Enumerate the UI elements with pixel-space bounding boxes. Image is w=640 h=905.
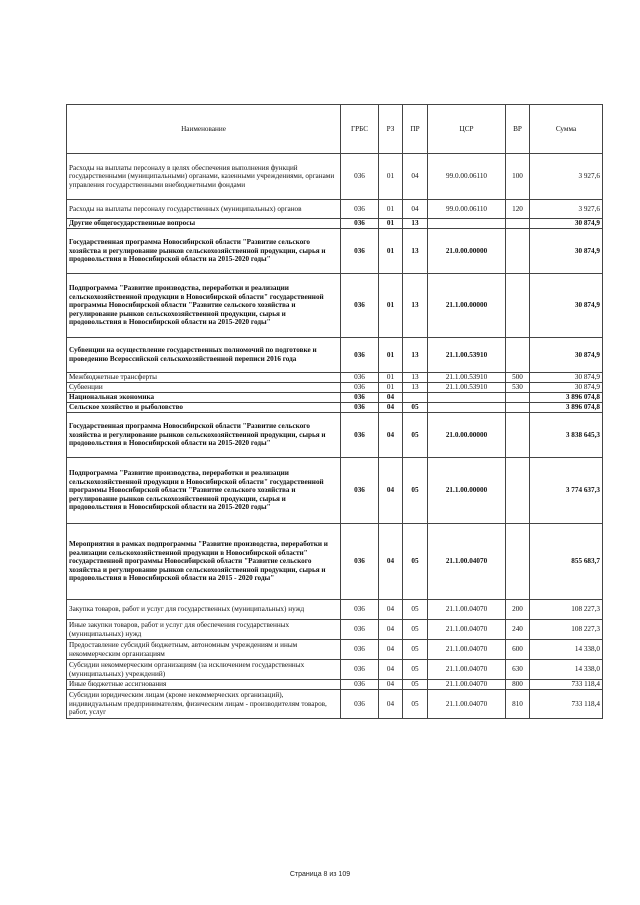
cell-csr bbox=[428, 219, 506, 229]
cell-grbs: 036 bbox=[341, 524, 379, 600]
cell-sum: 733 118,4 bbox=[530, 680, 603, 690]
cell-pr bbox=[403, 393, 428, 403]
cell-sum: 3 774 637,3 bbox=[530, 458, 603, 524]
cell-rz: 04 bbox=[379, 393, 403, 403]
cell-pr: 13 bbox=[403, 383, 428, 393]
cell-csr: 21.1.00.04070 bbox=[428, 524, 506, 600]
cell-csr: 21.1.00.04070 bbox=[428, 640, 506, 660]
cell-rz: 04 bbox=[379, 620, 403, 640]
cell-rz: 04 bbox=[379, 680, 403, 690]
cell-sum: 108 227,3 bbox=[530, 600, 603, 620]
cell-vr bbox=[506, 458, 530, 524]
cell-grbs: 036 bbox=[341, 274, 379, 338]
cell-rz: 04 bbox=[379, 600, 403, 620]
cell-grbs: 036 bbox=[341, 600, 379, 620]
cell-pr: 05 bbox=[403, 690, 428, 719]
cell-csr: 21.1.00.00000 bbox=[428, 458, 506, 524]
cell-rz: 01 bbox=[379, 383, 403, 393]
cell-csr bbox=[428, 393, 506, 403]
cell-vr: 120 bbox=[506, 200, 530, 219]
table-row bbox=[67, 229, 603, 274]
cell-grbs: 036 bbox=[341, 660, 379, 680]
cell-sum: 14 338,0 bbox=[530, 640, 603, 660]
cell-csr: 21.1.00.04070 bbox=[428, 600, 506, 620]
cell-name: Иные закупки товаров, работ и услуг для обеспечения государственных (муниципальных) нужд bbox=[67, 620, 341, 640]
table-row bbox=[67, 383, 603, 393]
cell-csr: 21.1.00.00000 bbox=[428, 274, 506, 338]
cell-name: Мероприятия в рамках подпрограммы "Развитие производства, переработки и реализации сельскохозяйственной продукции в Новосибирской области" государственной программы Новосибирской области "Развитие сельского хозяйства и регулирование рынков сельскохозяйственной продукции, сырья и продовольствия в Новосибирской области на 2015 - 2020 годы" bbox=[67, 524, 341, 600]
cell-vr: 810 bbox=[506, 690, 530, 719]
table-row bbox=[67, 373, 603, 383]
table-row bbox=[67, 403, 603, 413]
table-row bbox=[67, 524, 603, 600]
cell-sum: 30 874,9 bbox=[530, 373, 603, 383]
cell-csr: 21.1.00.53910 bbox=[428, 383, 506, 393]
header-row bbox=[67, 105, 603, 154]
cell-name: Субвенции bbox=[67, 383, 341, 393]
table-row bbox=[67, 660, 603, 680]
cell-csr: 21.1.00.04070 bbox=[428, 660, 506, 680]
cell-pr: 13 bbox=[403, 373, 428, 383]
cell-grbs: 036 bbox=[341, 373, 379, 383]
header-name: Наименование bbox=[67, 105, 341, 154]
cell-rz: 01 bbox=[379, 373, 403, 383]
cell-grbs: 036 bbox=[341, 154, 379, 200]
table-row bbox=[67, 219, 603, 229]
cell-grbs: 036 bbox=[341, 229, 379, 274]
header-pr: ПР bbox=[403, 105, 428, 154]
cell-grbs: 036 bbox=[341, 680, 379, 690]
table-row bbox=[67, 620, 603, 640]
cell-pr: 04 bbox=[403, 200, 428, 219]
table-row bbox=[67, 640, 603, 660]
cell-sum: 3 896 074,8 bbox=[530, 403, 603, 413]
header-csr: ЦСР bbox=[428, 105, 506, 154]
cell-grbs: 036 bbox=[341, 383, 379, 393]
cell-vr bbox=[506, 403, 530, 413]
cell-name: Национальная экономика bbox=[67, 393, 341, 403]
cell-name: Расходы на выплаты персоналу в целях обеспечения выполнения функций государственными (муниципальными) органами, казенными учреждениями, органами управления государственными внебюджетными фондами bbox=[67, 154, 341, 200]
cell-pr: 05 bbox=[403, 660, 428, 680]
table-row bbox=[67, 393, 603, 403]
cell-name: Государственная программа Новосибирской области "Развитие сельского хозяйства и регулирование рынков сельскохозяйственной продукции, сырья и продовольствия в Новосибирской области на 2015-2020 годы" bbox=[67, 413, 341, 458]
cell-sum: 30 874,9 bbox=[530, 274, 603, 338]
cell-name: Подпрограмма "Развитие производства, переработки и реализации сельскохозяйственной продукции в Новосибирской области" государственной программы Новосибирской области "Развитие сельского хозяйства и регулирование рынков сельскохозяйственной продукции, сырья и продовольствия в Новосибирской области на 2015-2020 годы" bbox=[67, 274, 341, 338]
header-vr: ВР bbox=[506, 105, 530, 154]
cell-csr: 21.1.00.04070 bbox=[428, 680, 506, 690]
table-row bbox=[67, 600, 603, 620]
cell-csr: 21.1.00.53910 bbox=[428, 373, 506, 383]
cell-grbs: 036 bbox=[341, 640, 379, 660]
cell-vr bbox=[506, 338, 530, 373]
table-row bbox=[67, 413, 603, 458]
table-header bbox=[67, 105, 603, 154]
cell-grbs: 036 bbox=[341, 620, 379, 640]
cell-rz: 04 bbox=[379, 458, 403, 524]
cell-vr bbox=[506, 524, 530, 600]
cell-vr: 200 bbox=[506, 600, 530, 620]
cell-vr: 100 bbox=[506, 154, 530, 200]
cell-grbs: 036 bbox=[341, 200, 379, 219]
cell-sum: 30 874,9 bbox=[530, 338, 603, 373]
cell-name: Иные бюджетные ассигнования bbox=[67, 680, 341, 690]
cell-rz: 01 bbox=[379, 229, 403, 274]
cell-csr: 99.0.00.06110 bbox=[428, 154, 506, 200]
cell-grbs: 036 bbox=[341, 413, 379, 458]
cell-sum: 3 927,6 bbox=[530, 200, 603, 219]
cell-name: Межбюджетные трансферты bbox=[67, 373, 341, 383]
table-row bbox=[67, 680, 603, 690]
cell-sum: 3 838 645,3 bbox=[530, 413, 603, 458]
page-number: Страница 8 из 109 bbox=[289, 871, 351, 878]
table-row bbox=[67, 274, 603, 338]
cell-name: Подпрограмма "Развитие производства, переработки и реализации сельскохозяйственной продукции в Новосибирской области" государственной программы Новосибирской области "Развитие сельского хозяйства и регулирование рынков сельскохозяйственной продукции, сырья и продовольствия в Новосибирской области на 2015-2020 годы" bbox=[67, 458, 341, 524]
cell-pr: 05 bbox=[403, 640, 428, 660]
cell-name: Сельское хозяйство и рыболовство bbox=[67, 403, 341, 413]
cell-sum: 733 118,4 bbox=[530, 690, 603, 719]
cell-vr bbox=[506, 393, 530, 403]
cell-vr bbox=[506, 229, 530, 274]
cell-grbs: 036 bbox=[341, 393, 379, 403]
cell-sum: 108 227,3 bbox=[530, 620, 603, 640]
cell-csr: 21.1.00.53910 bbox=[428, 338, 506, 373]
cell-pr: 05 bbox=[403, 458, 428, 524]
cell-csr: 21.1.00.04070 bbox=[428, 620, 506, 640]
cell-pr: 05 bbox=[403, 403, 428, 413]
cell-rz: 01 bbox=[379, 154, 403, 200]
cell-name: Другие общегосударственные вопросы bbox=[67, 219, 341, 229]
cell-vr: 530 bbox=[506, 383, 530, 393]
cell-sum: 30 874,9 bbox=[530, 219, 603, 229]
cell-vr: 500 bbox=[506, 373, 530, 383]
cell-rz: 04 bbox=[379, 640, 403, 660]
cell-vr bbox=[506, 413, 530, 458]
cell-rz: 01 bbox=[379, 338, 403, 373]
cell-pr: 05 bbox=[403, 524, 428, 600]
cell-name: Государственная программа Новосибирской области "Развитие сельского хозяйства и регулирование рынков сельскохозяйственной продукции, сырья и продовольствия в Новосибирской области на 2015-2020 годы" bbox=[67, 229, 341, 274]
cell-pr: 13 bbox=[403, 274, 428, 338]
cell-rz: 04 bbox=[379, 413, 403, 458]
cell-grbs: 036 bbox=[341, 690, 379, 719]
table-row bbox=[67, 690, 603, 719]
cell-pr: 04 bbox=[403, 154, 428, 200]
cell-pr: 05 bbox=[403, 413, 428, 458]
cell-sum: 3 927,6 bbox=[530, 154, 603, 200]
cell-pr: 13 bbox=[403, 338, 428, 373]
cell-grbs: 036 bbox=[341, 403, 379, 413]
cell-vr bbox=[506, 274, 530, 338]
cell-name: Закупка товаров, работ и услуг для государственных (муниципальных) нужд bbox=[67, 600, 341, 620]
cell-name: Субсидии некоммерческим организациям (за исключением государственных (муниципальных) учреждений) bbox=[67, 660, 341, 680]
cell-rz: 01 bbox=[379, 219, 403, 229]
cell-sum: 14 338,0 bbox=[530, 660, 603, 680]
cell-sum: 30 874,9 bbox=[530, 229, 603, 274]
cell-vr: 240 bbox=[506, 620, 530, 640]
cell-name: Предоставление субсидий бюджетным, автономным учреждениям и иным некоммерческим организациям bbox=[67, 640, 341, 660]
cell-rz: 01 bbox=[379, 274, 403, 338]
cell-sum: 30 874,9 bbox=[530, 383, 603, 393]
table-body bbox=[67, 154, 603, 719]
cell-vr bbox=[506, 219, 530, 229]
budget-table bbox=[66, 104, 603, 719]
cell-name: Субсидии юридическим лицам (кроме некоммерческих организаций), индивидуальным предпринимателям, физическим лицам - производителям товаров, работ, услуг bbox=[67, 690, 341, 719]
cell-rz: 04 bbox=[379, 660, 403, 680]
cell-vr: 800 bbox=[506, 680, 530, 690]
cell-name: Субвенции на осуществление государственных полномочий по подготовке и проведению Всероссийской сельскохозяйственной переписи 2016 года bbox=[67, 338, 341, 373]
cell-grbs: 036 bbox=[341, 458, 379, 524]
cell-sum: 855 683,7 bbox=[530, 524, 603, 600]
table-row bbox=[67, 154, 603, 200]
cell-csr: 21.0.00.00000 bbox=[428, 413, 506, 458]
cell-csr: 21.0.00.00000 bbox=[428, 229, 506, 274]
cell-rz: 04 bbox=[379, 524, 403, 600]
cell-csr: 21.1.00.04070 bbox=[428, 690, 506, 719]
cell-sum: 3 896 074,8 bbox=[530, 393, 603, 403]
cell-pr: 05 bbox=[403, 680, 428, 690]
cell-vr: 600 bbox=[506, 640, 530, 660]
cell-grbs: 036 bbox=[341, 338, 379, 373]
cell-rz: 01 bbox=[379, 200, 403, 219]
cell-vr: 630 bbox=[506, 660, 530, 680]
cell-grbs: 036 bbox=[341, 219, 379, 229]
table-row bbox=[67, 200, 603, 219]
cell-name: Расходы на выплаты персоналу государственных (муниципальных) органов bbox=[67, 200, 341, 219]
cell-csr: 99.0.00.06110 bbox=[428, 200, 506, 219]
cell-pr: 13 bbox=[403, 229, 428, 274]
cell-rz: 04 bbox=[379, 403, 403, 413]
header-grbs: ГРБС bbox=[341, 105, 379, 154]
table-row bbox=[67, 458, 603, 524]
table-row bbox=[67, 338, 603, 373]
cell-rz: 04 bbox=[379, 690, 403, 719]
cell-pr: 05 bbox=[403, 600, 428, 620]
header-rz: РЗ bbox=[379, 105, 403, 154]
header-sum: Сумма bbox=[530, 105, 603, 154]
cell-pr: 05 bbox=[403, 620, 428, 640]
cell-csr bbox=[428, 403, 506, 413]
cell-pr: 13 bbox=[403, 219, 428, 229]
